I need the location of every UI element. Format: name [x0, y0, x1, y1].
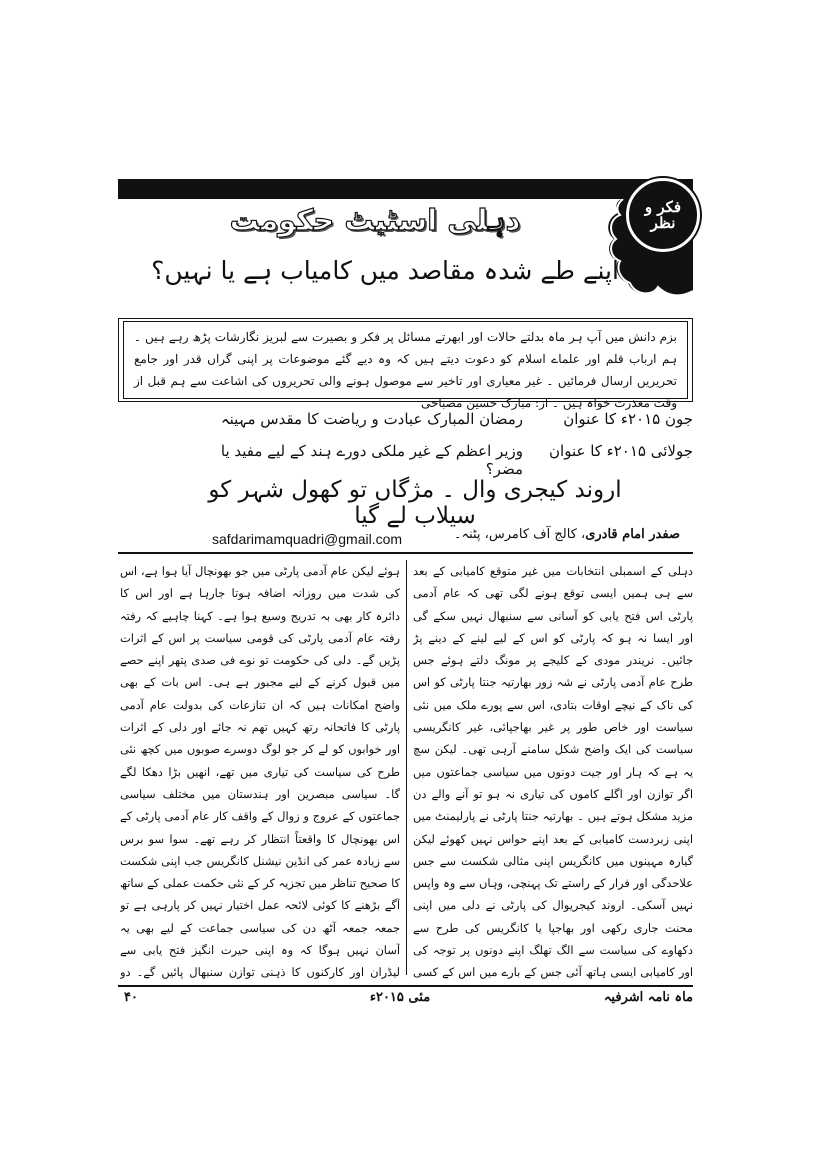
topic-title: رمضان المبارک عبادت و ریاضت کا مقدس مہینہ	[220, 410, 523, 428]
topic-title: وزیر اعظم کے غیر ملکی دورے ہند کے لیے مفید یا مضر؟	[220, 442, 523, 478]
footer-rule	[118, 985, 693, 987]
page-subtitle: اپنے طے شدہ مقاصد میں کامیاب ہے یا نہیں؟	[151, 256, 619, 285]
topic-label: جون ۲۰۱۵ء کا عنوان	[563, 410, 693, 428]
article-column-left: ہوئے لیکن عام آدمی پارٹی میں جو بھونچال آیا ہوا ہے، اس کی شدت میں روزانہ اضافہ ہوتا جارہا ہے اور اس کا دائرہ کار بھی بہ تدریج وسیع ہوا ہے۔ کہنا چاہیے کہ رفتہ رفتہ عام آدمی پارٹی کی قومی سیاست پر اس کے اثرات پڑیں گے۔ دلی کی حکومت تو نوے فی صدی پتھر اپنے حصے میں قبول کرنے کے لیے مجبور ہے ہی۔ اس بات کے بھی واضح امکانات ہیں کہ ان تنازعات کی بدولت عام آدمی پارٹی کا فاتحانہ رتھ کہیں تھم نہ جائے اور دلی کے اثرات اور خوابوں کو لے کر جو لوگ دوسرے صوبوں میں کچھ نئی طرح کی سیاست کی تیاری میں تھے، انھیں بڑا دھکا لگے گا۔ سیاسی مبصرین اور ہندستان میں مختلف سیاسی جماعتوں کے عروج و زوال کے واقف کار عام آدمی پارٹی کے اس بھونچال کا واقعتاً انتظار کر رہے تھے۔ سوا سو برس سے زیادہ عمر کی انڈین نیشنل کانگریس جب اپنی شکست کا صحیح تناظر میں تجزیہ کر کے نئی حکمت عملی کے ساتھ آگے بڑھنے کا کوئی لائحہ عمل اختیار نہیں کر پارہی ہے تو جمعہ جمعہ آٹھ دن کی سیاسی جماعت کے لیے بھی یہ آسان نہیں ہوگا کہ وہ اپنی حیرت انگیز فتح یابی سے لیڈران اور کارکنوں کا ذہنی توازن سنبھال پائیں گے۔ دو	[120, 564, 400, 980]
footer-magazine-name: ماہ نامہ اشرفیہ	[603, 990, 693, 1005]
author-name: صفدر امام قادری	[585, 527, 680, 542]
topic-row-july	[118, 442, 693, 478]
footer-page-number: ۴۰	[124, 990, 138, 1005]
logo-text: فکر و نظر	[644, 198, 682, 232]
author-byline	[405, 527, 680, 542]
topic-row-june	[118, 410, 693, 434]
article-column-right: دہلی کے اسمبلی انتخابات میں غیر متوقع کامیابی کے بعد سے ہی ہمیں ایسی توقع ہونے لگی تھی کہ عام آدمی پارٹی اس فتح یابی کو آسانی سے سنبھال نہیں سکے گی اور ایسا نہ ہو کہ پارٹی کو اس کے لیے لینے کے دینے پڑ جائیں۔ نریندر مودی کے کلیجے پر مونگ دلتے ہوئے جس طرح عام آدمی پارٹی نے شہ زور بھارتیہ جنتا پارٹی کو اس کی ناک کے نیچے اوقات بتادی، اس سے پورے ملک میں نئی سیاست اور خاص طور پر غیر بھاجپائی، غیر کانگریسی سیاست کی ایک واضح شکل سامنے آرہی تھی۔ لیکن سچ یہ ہے کہ ہار اور جیت دونوں میں سیاسی جماعتوں میں اگر توازن اور اگلے کاموں کی تیاری نہ ہو تو آنے والے دن مزید مشکل ہوتے ہیں ۔ بھارتیہ جنتا پارٹی نے پارلیمنٹ میں اپنی زبردست کامیابی کے بعد اپنے حواس نہیں کھوئے لیکن گیارہ مہینوں میں کانگریس اپنی مثالی شکست سے جس علاحدگی اور فرار کے راستے تک پہنچی، وہاں سے وہ واپس نہیں آسکی۔ اروند کیجریوال کی پارٹی نے دلی میں اپنی محنت جاری رکھی اور بھاجپا یا کانگریس کی طرح سے دکھاوے کی سیاست سے الگ تھلگ اپنے دونوں پر توجہ کی اور کامیابی ایسی ہاتھ آئی جس کے بارے میں اس کے کسی	[413, 564, 693, 980]
footer-issue-date: مئی ۲۰۱۵ء	[369, 990, 431, 1005]
article-divider	[118, 552, 693, 554]
article-title: اروند کیجری وال ۔ مژگاں تو کھول شہر کو سیلاب لے گیا	[208, 477, 622, 529]
page-title: دہلی اسٹیٹ حکومت	[229, 203, 521, 237]
author-affiliation: ، کالج آف کامرس، پٹنہ۔	[453, 527, 586, 542]
column-separator	[406, 560, 407, 975]
notice-text: بزم دانش میں آپ ہر ماہ بدلتے حالات اور ابھرتے مسائل پر فکر و بصیرت سے لبریز نگارشات پڑھ رہے ہیں ۔ ہم ارباب قلم اور علماے اسلام کو دعوت دیتے ہیں کہ وہ دیے گئے موضوعات پر اپنی گراں قدر اور جامع تحریریں ارسال فرمائیں ۔ غیر معیاری اور تاخیر سے موصول ہونے والی تحریروں کی اشاعت سے ہم قبل از وقت معذرت خواہ ہیں ۔ از: مبارک حسین مصباحی	[123, 321, 688, 399]
topic-label: جولائی ۲۰۱۵ء کا عنوان	[549, 442, 693, 460]
header-band	[118, 179, 693, 199]
notice-box	[118, 318, 693, 410]
author-email[interactable]: safdarimamquadri@gmail.com	[212, 531, 403, 547]
fikr-o-nazar-logo	[626, 178, 700, 252]
